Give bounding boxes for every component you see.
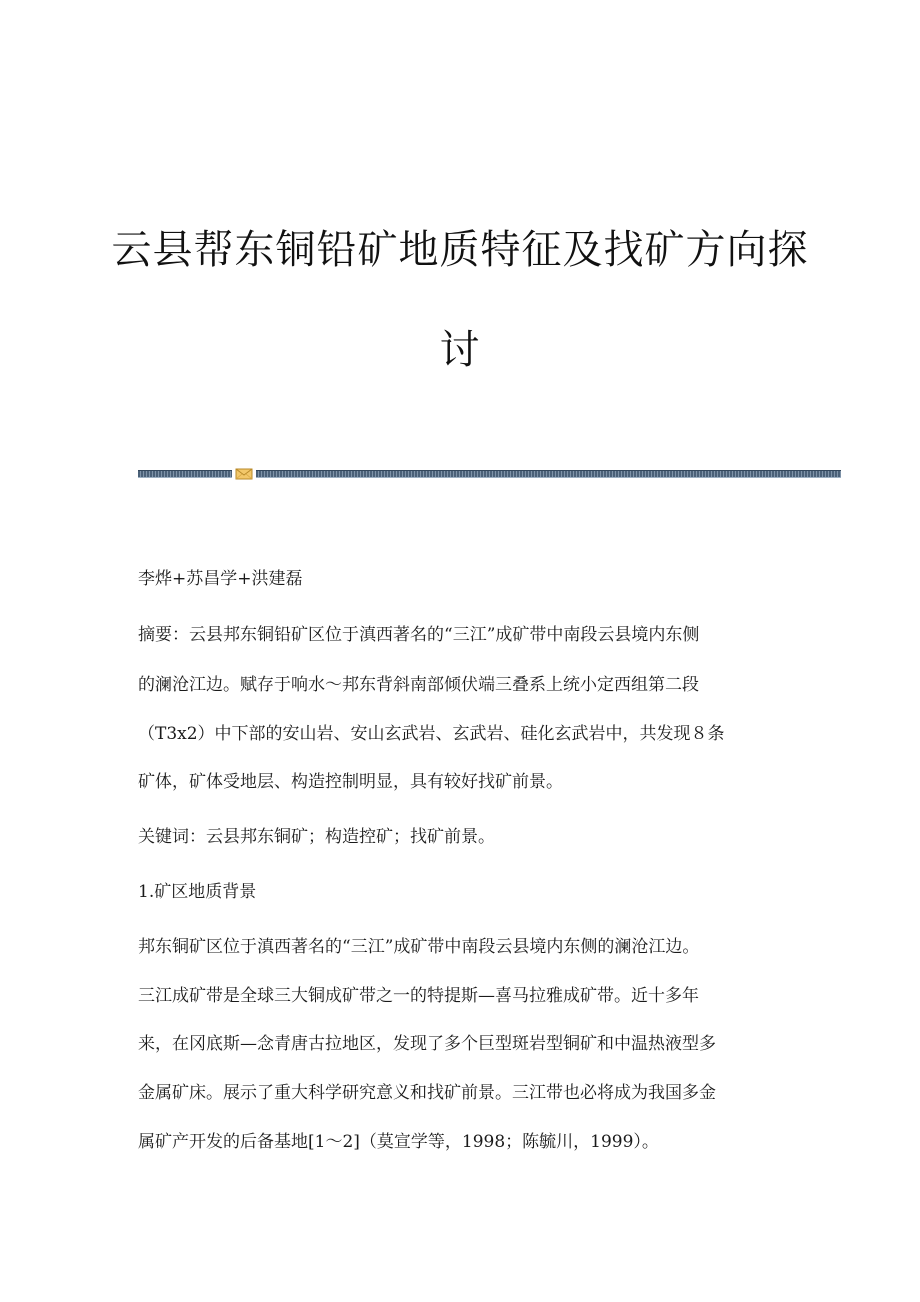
body-line: 金属矿床。展示了重大科学研究意义和找矿前景。三江带也必将成为我国多金 [138,1083,716,1103]
section-heading: 1.矿区地质背景 [138,882,257,902]
divider-bar-left [138,470,232,478]
divider-bar-right [256,470,841,478]
abstract-line: 摘要：云县邦东铜铅矿区位于滇西著名的“三江”成矿带中南段云县境内东侧 [138,625,700,645]
title-divider [138,470,841,479]
body-line: 邦东铜矿区位于滇西著名的“三江”成矿带中南段云县境内东侧的澜沧江边。 [138,937,700,957]
body-line: 属矿产开发的后备基地[1～2]（莫宣学等，1998；陈毓川，1999）。 [138,1132,659,1152]
body-line: 来，在冈底斯—念青唐古拉地区，发现了多个巨型斑岩型铜矿和中温热液型多 [138,1034,716,1054]
abstract-line: （T3x2）中下部的安山岩、安山玄武岩、玄武岩、硅化玄武岩中，共发现８条 [138,724,725,744]
abstract-line: 的澜沧江边。赋存于响水～邦东背斜南部倾伏端三叠系上统小定西组第二段 [138,675,699,695]
document-title-line-1: 云县帮东铜铅矿地质特征及找矿方向探 [111,227,809,273]
body-line: 三江成矿带是全球三大铜成矿带之一的特提斯—喜马拉雅成矿带。近十多年 [138,986,699,1006]
abstract-line: 矿体，矿体受地层、构造控制明显，具有较好找矿前景。 [138,772,563,792]
envelope-icon [235,467,253,481]
document-title-line-2: 讨 [439,327,481,373]
keywords: 关键词：云县邦东铜矿；构造控矿；找矿前景。 [138,827,495,847]
author-list: 李烨+苏昌学+洪建磊 [138,569,303,589]
